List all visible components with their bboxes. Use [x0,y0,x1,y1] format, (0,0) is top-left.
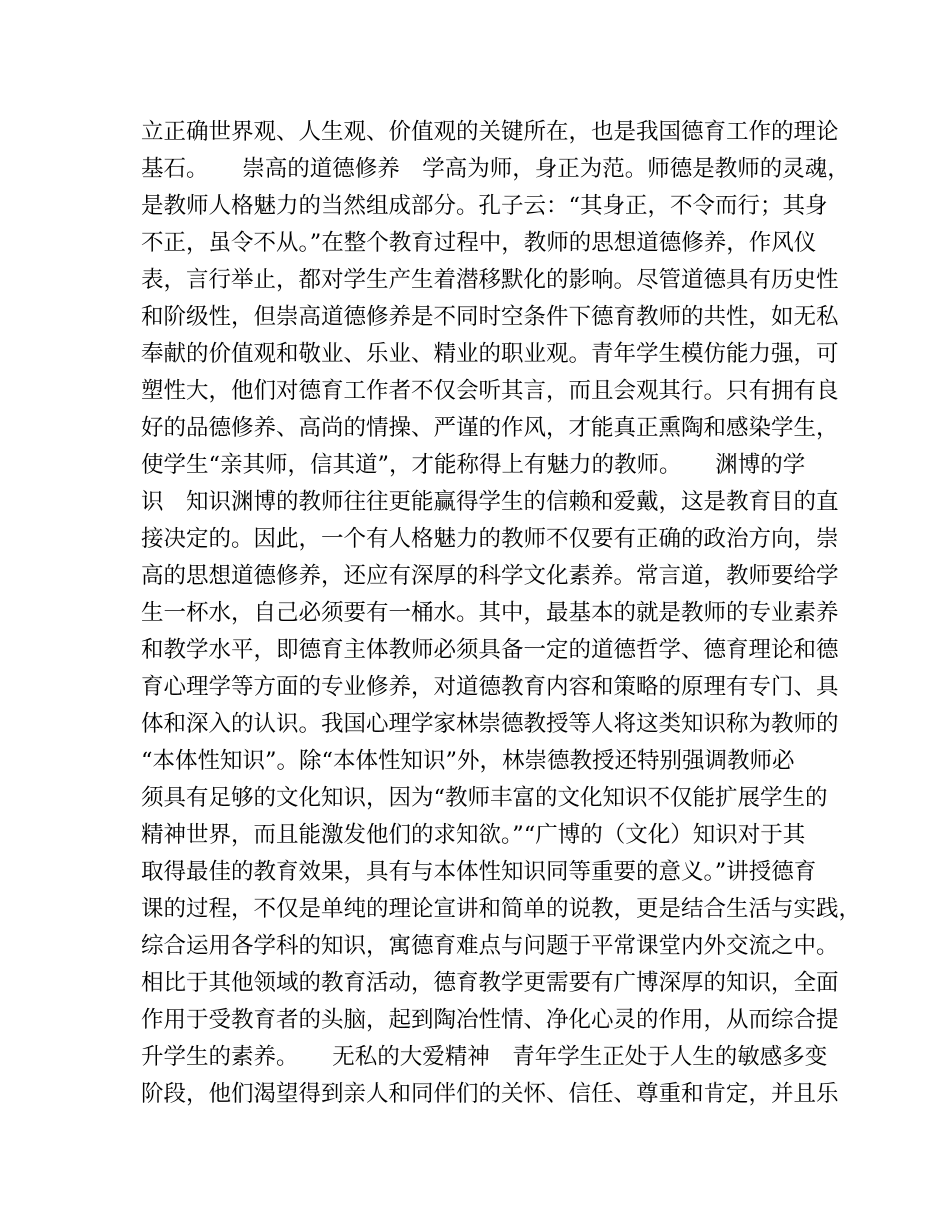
text-line: “本体性知识”。除“本体性知识”外，林崇德教授还特别强调教师必 [141,748,795,774]
text-line: 是教师人格魅力的当然组成部分。孔子云：“其身正，不令而行；其身 [141,193,828,219]
text-line: 育心理学等方面的专业修养，对道德教育内容和策略的原理有专门、具 [141,674,839,700]
text-line: 和阶级性，但崇高道德修养是不同时空条件下德育教师的共性，如无私 [141,304,839,330]
text-line: 精神世界，而且能激发他们的求知欲。”“广博的（文化）知识对于其 [141,822,806,848]
body-text [141,114,862,1113]
text-line: 识 知识渊博的教师往往更能赢得学生的信赖和爱戴，这是教育目的直 [141,489,839,515]
text-line: 相比于其他领域的教育活动，德育教学更需要有广博深厚的知识，全面 [141,970,839,996]
text-line: 基石。 崇高的道德修养 学高为师，身正为范。师德是教师的灵魂， [141,156,850,182]
text-line: 生一杯水，自己必须要有一桶水。其中，最基本的就是教师的专业素养 [141,600,839,626]
text-line: 表，言行举止，都对学生产生着潜移默化的影响。尽管道德具有历史性 [141,267,839,293]
text-line: 综合运用各学科的知识，寓德育难点与问题于平常课堂内外交流之中。 [141,933,839,959]
text-line: 和教学水平，即德育主体教师必须具备一定的道德哲学、德育理论和德 [141,637,839,663]
text-line: 好的品德修养、高尚的情操、严谨的作风，才能真正熏陶和感染学生， [141,415,839,441]
text-line: 立正确世界观、人生观、价值观的关键所在，也是我国德育工作的理论 [141,119,839,145]
text-line: 作用于受教育者的头脑，起到陶冶性情、净化心灵的作用，从而综合提 [141,1007,839,1033]
text-line: 升学生的素养。 无私的大爱精神 青年学生正处于人生的敏感多变 [141,1044,828,1070]
text-line: 使学生“亲其师，信其道”，才能称得上有魅力的教师。 渊博的学 [141,452,806,478]
text-line: 奉献的价值观和敬业、乐业、精业的职业观。青年学生模仿能力强，可 [141,341,839,367]
text-line: 高的思想道德修养，还应有深厚的科学文化素养。常言道，教师要给学 [141,563,839,589]
text-line: 阶段，他们渴望得到亲人和同伴们的关怀、信任、尊重和肯定，并且乐 [141,1081,839,1107]
text-line: 取得最佳的教育效果，具有与本体性知识同等重要的意义。”讲授德育 [141,859,817,885]
text-line: 体和深入的认识。我国心理学家林崇德教授等人将这类知识称为教师的 [141,711,839,737]
text-line: 塑性大，他们对德育工作者不仅会听其言，而且会观其行。只有拥有良 [141,378,839,404]
text-line: 接决定的。因此，一个有人格魅力的教师不仅要有正确的政治方向，崇 [141,526,839,552]
text-line: 须具有足够的文化知识，因为“教师丰富的文化知识不仅能扩展学生的 [141,785,828,811]
text-line: 不正，虽令不从。”在整个教育过程中，教师的思想道德修养，作风仪 [141,230,817,256]
text-line: 课的过程，不仅是单纯的理论宣讲和简单的说教，更是结合生活与实践， [141,896,862,922]
